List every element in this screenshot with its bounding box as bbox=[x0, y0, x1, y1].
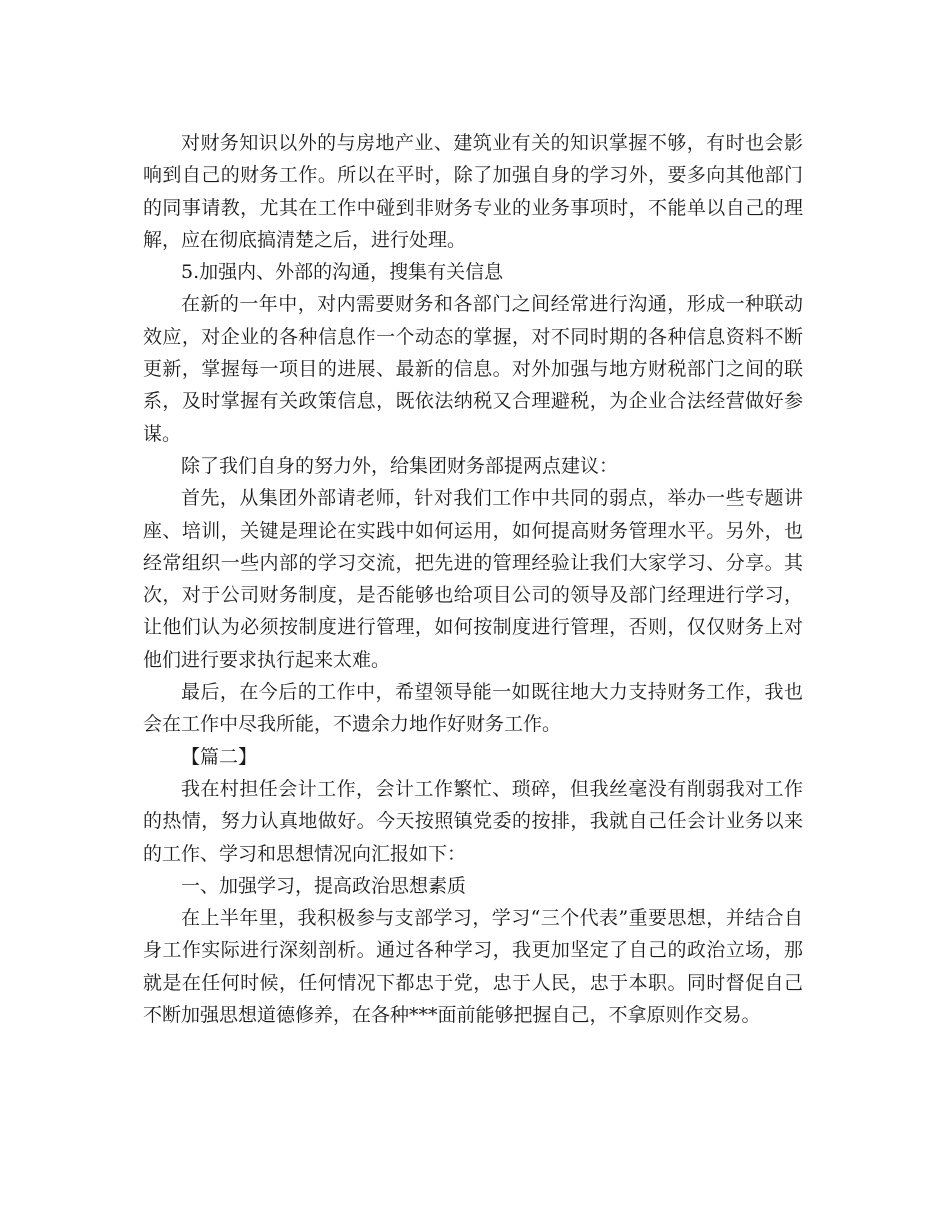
paragraph-new-year-communication: 在新的一年中，对内需要财务和各部门之间经常进行沟通，形成一种联动效应，对企业的各种信息作一个动态的掌握，对不同时期的各种信息资料不断更新，掌握每一项目的进展、最新的信息。对外加强与地方财税部门之间的联系，及时掌握有关政策信息，既依法纳税又合理避税，为企业合法经营做好参谋。 bbox=[143, 293, 803, 445]
paragraph-closing: 最后，在今后的工作中，希望领导能一如既往地大力支持财务工作，我也会在工作中尽我所能，不遗余力地作好财务工作。 bbox=[143, 681, 803, 736]
paragraph-village-accountant: 我在村担任会计工作，会计工作繁忙、琐碎，但我丝毫没有削弱我对工作的热情，努力认真地做好。今天按照镇党委的按排，我就自己任会计业务以来的工作、学习和思想情况向汇报如下： bbox=[143, 777, 803, 865]
part-two-heading: 【篇二】 bbox=[181, 745, 258, 768]
paragraph-first-suggestion: 首先，从集团外部请老师，针对我们工作中共同的弱点，举办一些专题讲座、培训，关键是理论在实践中如何运用，如何提高财务管理水平。另外，也经常组织一些内部的学习交流，把先进的管理经验让我们大家学习、分享。其次，对于公司财务制度，是否能够也给项目公司的领导及部门经理进行学习，让他们认为必须按制度进行管理，如何按制度进行管理，否则，仅仅财务上对他们进行要求执行起来太难。 bbox=[143, 487, 803, 671]
paragraph-political-study: 在上半年里，我积极参与支部学习，学习“三个代表”重要思想，并结合自身工作实际进行深刻剖析。通过各种学习，我更加坚定了自己的政治立场，那就是在任何时候，任何情况下都忠于党，忠于人民，忠于本职。同时督促自己不断加强思想道德修养，在各种***面前能够把握自己，不拿原则作交易。 bbox=[143, 907, 803, 1027]
paragraph-finance-knowledge: 对财务知识以外的与房地产业、建筑业有关的知识掌握不够，有时也会影响到自己的财务工作。所以在平时，除了加强自身的学习外，要多向其他部门的同事请教，尤其在工作中碰到非财务专业的业务事项时，不能单以自己的理解，应在彻底搞清楚之后，进行处理。 bbox=[143, 132, 803, 251]
section-heading-study: 一、加强学习，提高政治思想素质 bbox=[181, 874, 467, 897]
paragraph-suggestions-intro: 除了我们自身的努力外，给集团财务部提两点建议： bbox=[181, 454, 619, 477]
document-body bbox=[143, 127, 803, 1031]
section-heading-communication: 5.加强内、外部的沟通，搜集有关信息 bbox=[181, 261, 504, 284]
